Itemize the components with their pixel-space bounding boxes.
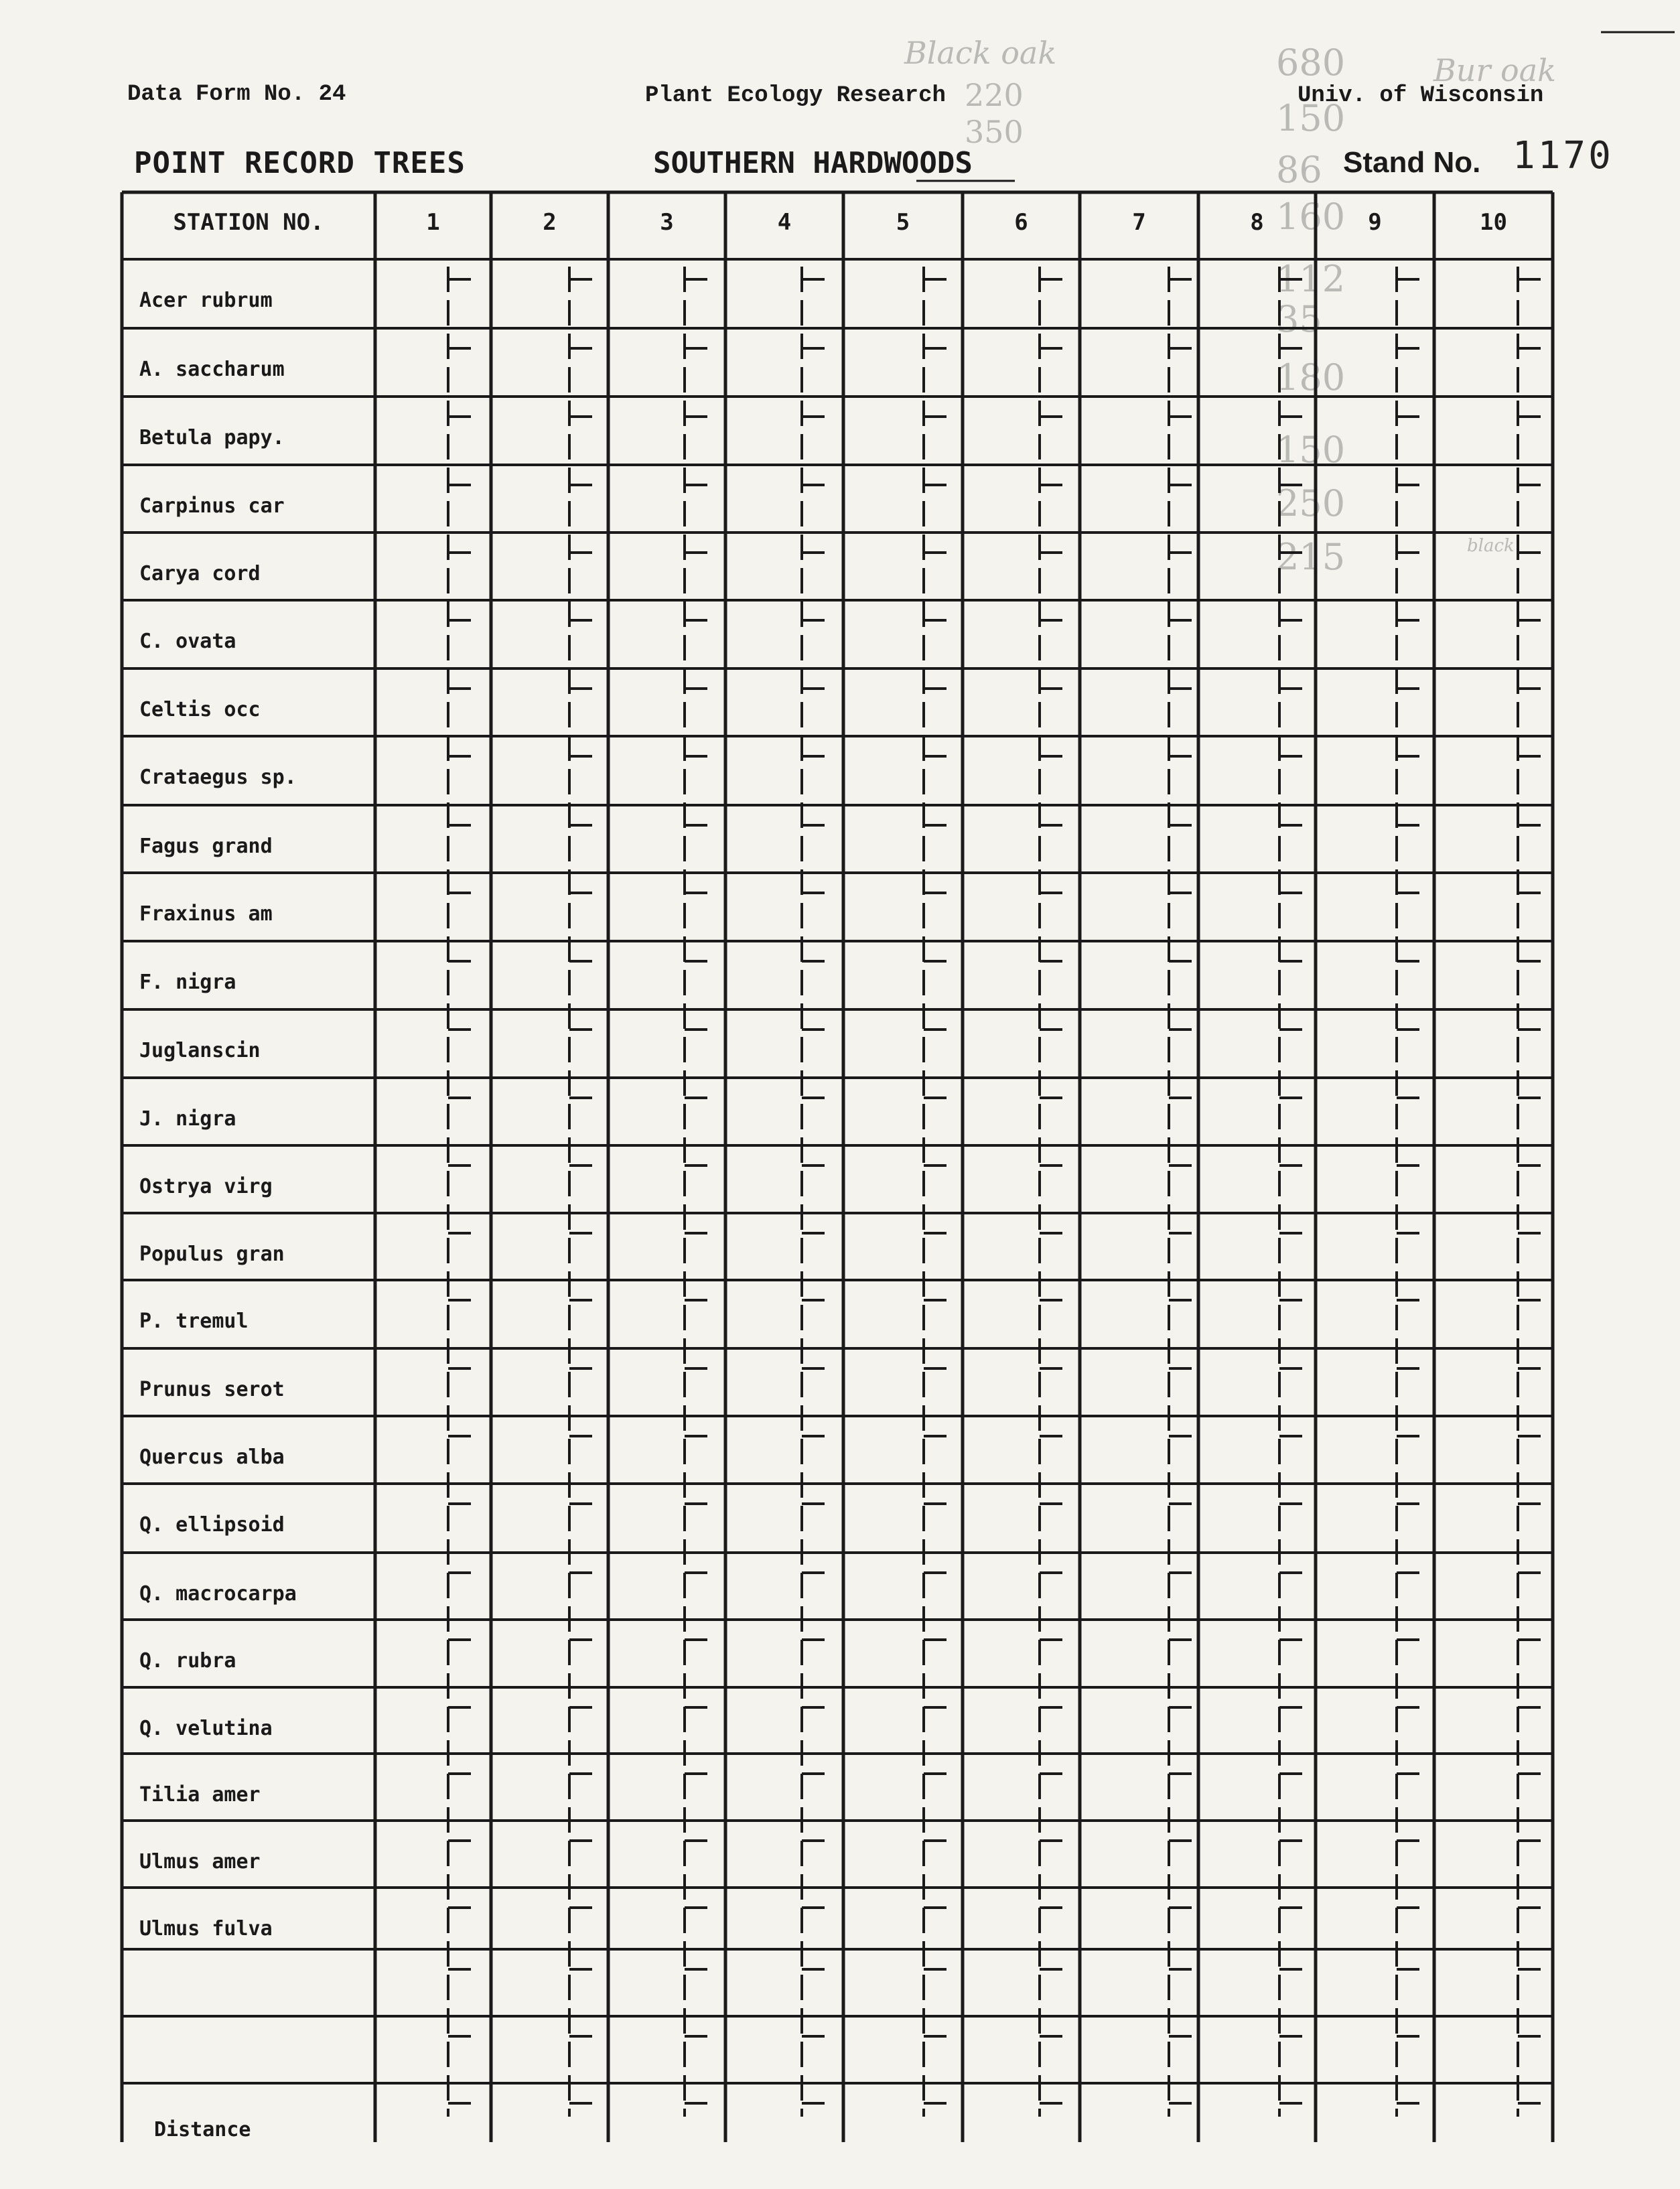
pencil-number: 86 — [1276, 149, 1322, 191]
species-label: Ulmus amer — [139, 1850, 261, 1874]
species-label: A. saccharum — [139, 358, 285, 381]
species-label: Q. macrocarpa — [139, 1582, 297, 1606]
species-label: P. tremul — [139, 1310, 249, 1333]
station-header-9: 9 — [1368, 209, 1382, 236]
pencil-number: 35 — [1276, 298, 1322, 340]
pencil-number: 150 — [1276, 429, 1346, 471]
pencil-number: 680 — [1276, 42, 1346, 84]
pencil-note-a1: 220 — [965, 77, 1024, 113]
species-label: Q. rubra — [139, 1649, 236, 1673]
species-label: Fraxinus am — [139, 902, 273, 926]
station-header-1: 1 — [426, 209, 440, 236]
pencil-number: 180 — [1276, 356, 1346, 399]
species-label: Tilia amer — [139, 1783, 261, 1807]
forest-type: SOUTHERN HARDWOODS — [653, 146, 973, 180]
pencil-note-black-oak: Black oak — [904, 35, 1057, 71]
species-label: Celtis occ — [139, 698, 261, 721]
pencil-number: 150 — [1276, 97, 1346, 139]
pencil-note-a2: 350 — [965, 114, 1024, 150]
species-label: C. ovata — [139, 630, 236, 653]
species-label: F. nigra — [139, 971, 236, 994]
species-label: Ostrya virg — [139, 1175, 273, 1198]
form-title: POINT RECORD TREES — [134, 146, 466, 180]
station-number-header: STATION NO. — [173, 209, 324, 236]
species-label: Crataegus sp. — [139, 766, 297, 789]
species-label: Acer rubrum — [139, 289, 273, 312]
species-label: Carya cord — [139, 562, 261, 585]
pencil-note-black: black — [1467, 536, 1515, 556]
species-label: Fagus grand — [139, 835, 273, 858]
pencil-note-bur-oak: Bur oak — [1433, 52, 1557, 88]
species-label: Q. ellipsoid — [139, 1513, 285, 1537]
pencil-number: 215 — [1276, 536, 1346, 578]
species-label: Quercus alba — [139, 1445, 285, 1469]
station-header-2: 2 — [543, 209, 557, 236]
pencil-number: 160 — [1276, 196, 1346, 238]
station-header-6: 6 — [1014, 209, 1028, 236]
stand-number-label: Stand No. — [1343, 146, 1481, 179]
station-header-3: 3 — [660, 209, 674, 236]
species-label: Q. velutina — [139, 1717, 273, 1740]
pencil-number: 112 — [1276, 258, 1346, 300]
stand-number-value: 1170 — [1513, 134, 1614, 178]
distance-label: Distance — [154, 2118, 251, 2141]
station-header-7: 7 — [1132, 209, 1146, 236]
species-label: Betula papy. — [139, 426, 285, 449]
station-header-10: 10 — [1480, 209, 1507, 236]
species-label: Carpinus car — [139, 494, 285, 518]
form-number: Data Form No. 24 — [127, 82, 346, 107]
station-header-5: 5 — [896, 209, 910, 236]
species-label: Juglanscin — [139, 1039, 261, 1062]
university-name: Univ. of Wisconsin — [1298, 83, 1544, 109]
species-label: Ulmus fulva — [139, 1917, 273, 1940]
organization-name: Plant Ecology Research — [645, 83, 946, 109]
species-label: J. nigra — [139, 1107, 236, 1131]
pencil-number: 250 — [1276, 482, 1346, 524]
species-label: Populus gran — [139, 1243, 285, 1266]
station-header-8: 8 — [1250, 209, 1264, 236]
species-label: Prunus serot — [139, 1378, 285, 1401]
station-header-4: 4 — [777, 209, 792, 236]
